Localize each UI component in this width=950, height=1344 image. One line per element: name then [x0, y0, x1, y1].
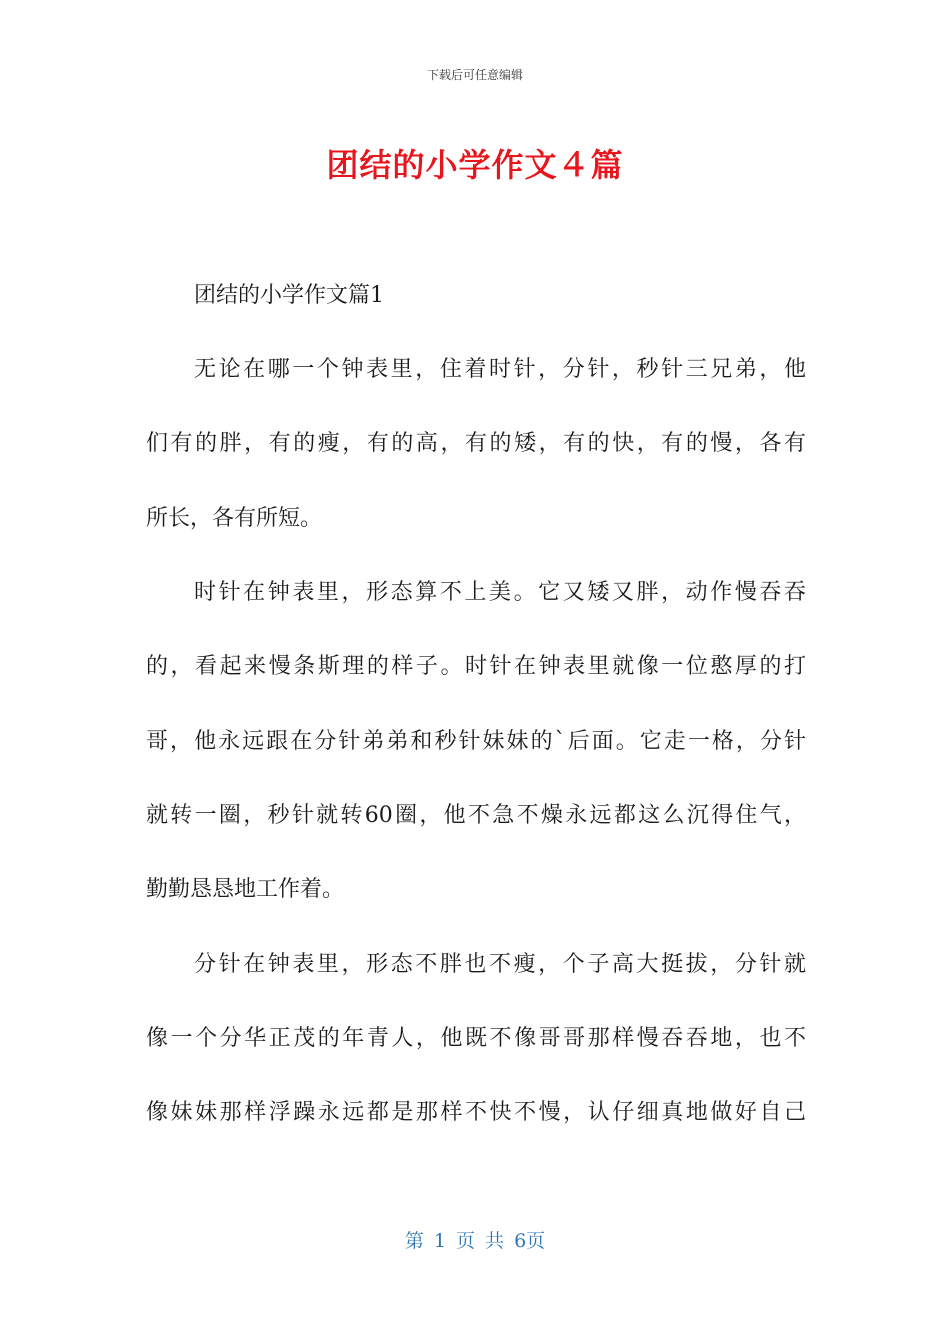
section-heading: 团结的小学作文篇1 [194, 283, 384, 308]
paragraph-line: 像妹妹那样浮躁永远都是那样不快不慢，认仔细真地做好自己 [146, 1100, 806, 1125]
paragraph-line: 勤勤恳恳地工作着。 [146, 877, 345, 902]
paragraph-line: 分针在钟表里，形态不胖也不瘦，个子高大挺拔，分针就 [194, 952, 806, 977]
paragraph-line: 们有的胖，有的瘦，有的高，有的矮，有的快，有的慢，各有 [146, 431, 806, 456]
paragraph-line: 无论在哪一个钟表里，住着时针，分针，秒针三兄弟，他 [194, 357, 806, 382]
paragraph-line: 就转一圈，秒针就转60圈，他不急不燥永远都这么沉得住气， [146, 803, 806, 828]
page-header: 下载后可任意编辑 [426, 68, 523, 82]
paragraph-line: 所长，各有所短。 [146, 506, 323, 531]
page-number-footer: 第 1 页 共 6页 [404, 1230, 546, 1252]
paragraph-line: 的，看起来慢条斯理的样子。时针在钟表里就像一位憨厚的打 [146, 654, 806, 679]
paragraph-line: 时针在钟表里，形态算不上美。它又矮又胖，动作慢吞吞 [194, 580, 806, 605]
document-title: 团结的小学作文４篇 [326, 146, 624, 184]
paragraph-line: 哥，他永远跟在分针弟弟和秒针妹妹的`后面。它走一格，分针 [146, 729, 806, 754]
paragraph-line: 像一个分华正茂的年青人，他既不像哥哥那样慢吞吞地，也不 [146, 1026, 806, 1051]
